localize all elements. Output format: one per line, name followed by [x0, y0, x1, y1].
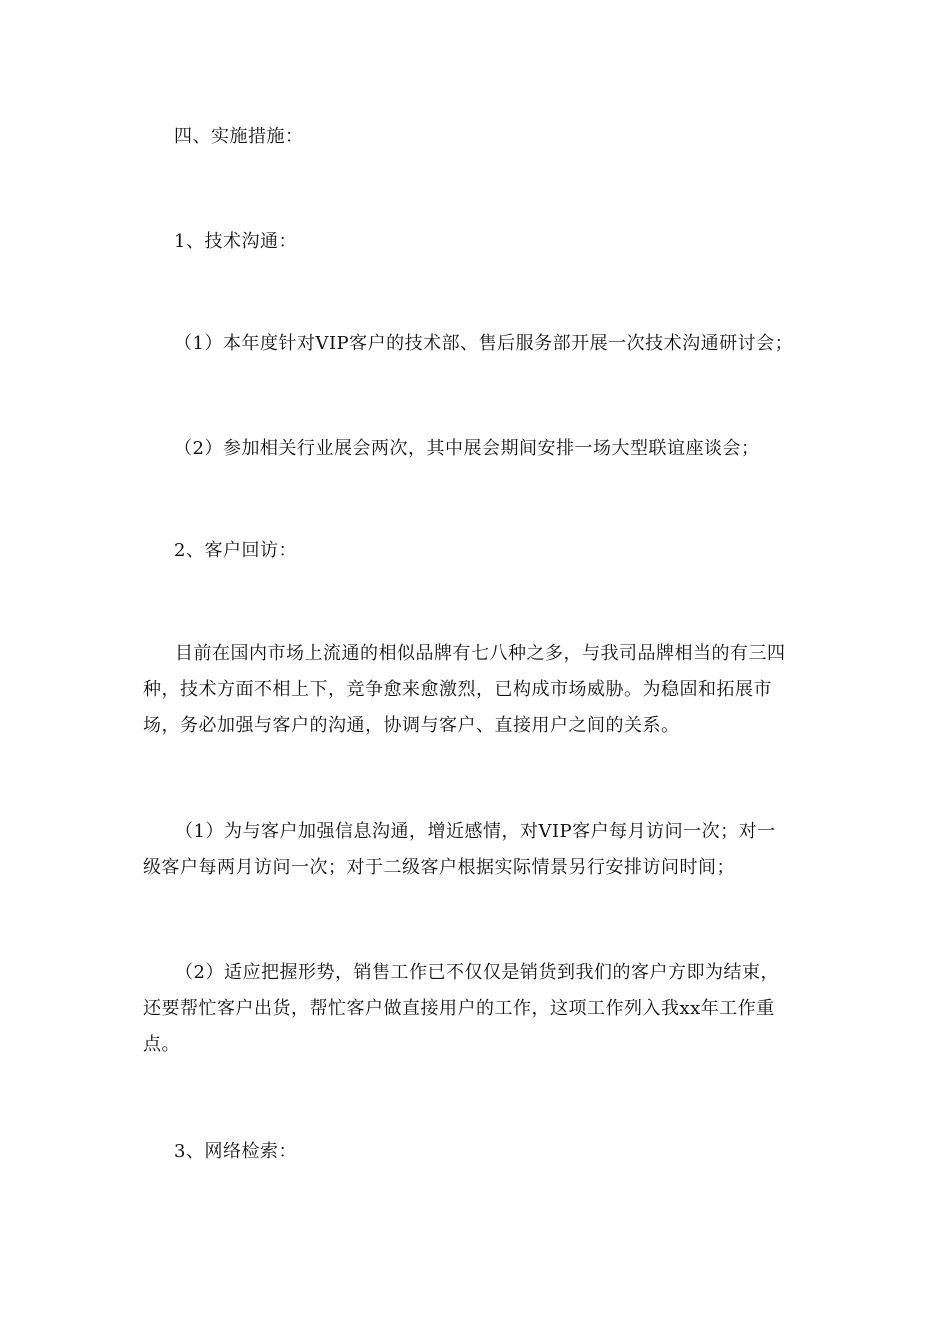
subsection-title-tech-communication: 1、技术沟通：: [174, 231, 297, 252]
paragraph-visit-frequency: [143, 814, 808, 886]
paragraph-line: 种，技术方面不相上下，竞争愈来愈激烈，已构成市场威胁。为稳固和拓展市: [143, 679, 772, 700]
paragraph-line: （1）为与客户加强信息沟通，增近感情，对VIP客户每月访问一次；对一: [175, 821, 776, 842]
paragraph-line: 场，务必加强与客户的沟通，协调与客户、直接用户之间的关系。: [143, 715, 680, 736]
paragraph-line: 级客户每两月访问一次；对于二级客户根据实际情景另行安排访问时间；: [143, 857, 735, 878]
list-item: （2）参加相关行业展会两次，其中展会期间安排一场大型联谊座谈会；: [174, 438, 760, 459]
paragraph-line: 点。: [143, 1034, 180, 1055]
subsection-title-customer-visit: 2、客户回访：: [174, 540, 297, 561]
paragraph-line: （2）适应把握形势，销售工作已不仅仅是销货到我们的客户方即为结束，: [175, 962, 779, 983]
subsection-title-network-search: 3、网络检索：: [174, 1141, 297, 1162]
section-heading-implementation: 四、实施措施：: [174, 126, 304, 147]
list-item: （1）本年度针对VIP客户的技术部、售后服务部开展一次技术沟通研讨会；: [174, 333, 794, 354]
paragraph-sales-work: [143, 955, 808, 1063]
paragraph-line: 还要帮忙客户出货，帮忙客户做直接用户的工作，这项工作列入我xx年工作重: [143, 998, 775, 1019]
paragraph-line: 目前在国内市场上流通的相似品牌有七八种之多，与我司品牌相当的有三四: [175, 643, 786, 664]
paragraph-intro: [143, 636, 808, 744]
